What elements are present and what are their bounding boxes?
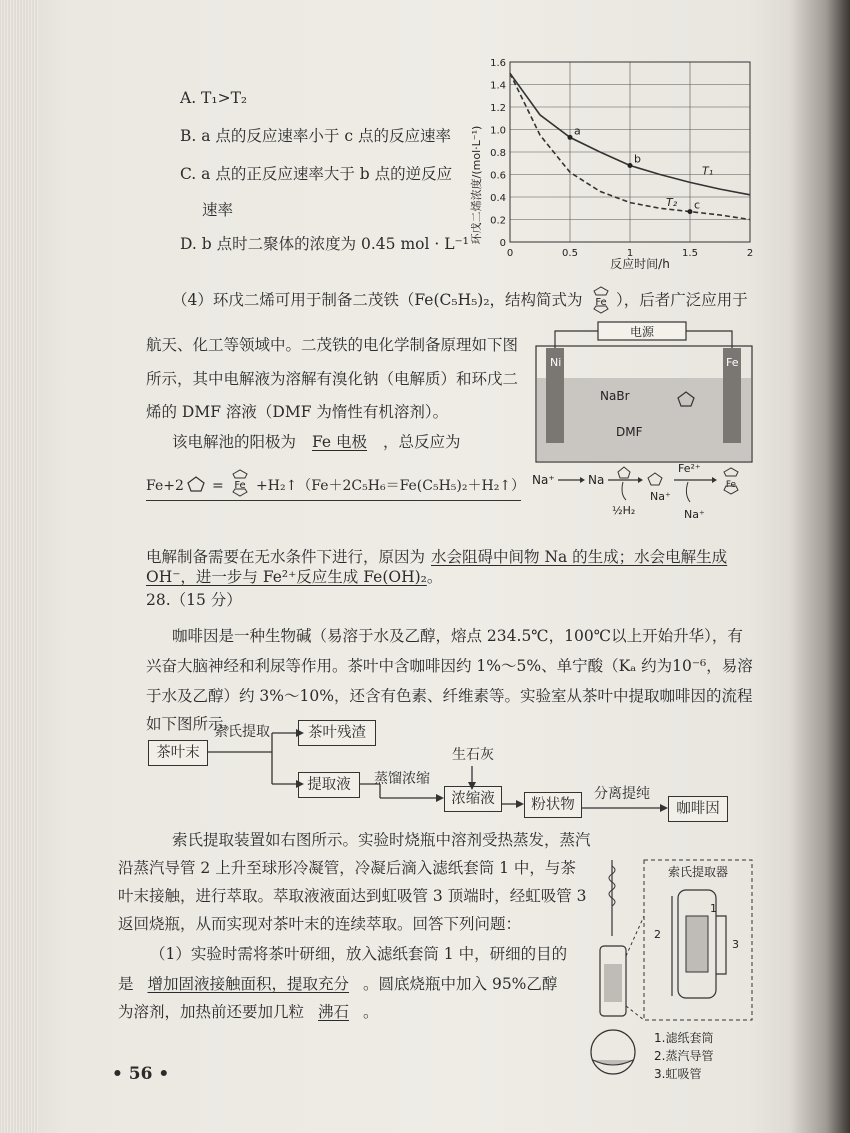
y-tick-label: 1.4 — [490, 80, 506, 92]
flow-extract: 提取液 — [298, 772, 360, 798]
fe-electrode-label: Fe — [726, 356, 739, 369]
data-point — [628, 163, 633, 168]
eq-left: Fe+2 — [146, 478, 184, 494]
power-label: 电源 — [629, 325, 655, 339]
svg-text:Fe: Fe — [725, 480, 737, 490]
q1-answer: 增加固液接触面积，提取充分 — [147, 975, 350, 993]
q28-title: 28.（15 分） — [146, 591, 242, 609]
mech-h2: ½H₂ — [612, 504, 636, 517]
eq-answer-line — [146, 500, 521, 501]
mech-na-plus-3: Na⁺ — [684, 508, 705, 521]
point-label: c — [694, 198, 701, 212]
option-b: B. a 点的反应速率小于 c 点的反应速率 — [180, 127, 451, 145]
reason-answer-1: 水会阻碍中间物 Na 的生成；水会电解生成 — [431, 548, 728, 566]
apparatus-legend-1: 1.滤纸套筒 — [654, 1031, 714, 1045]
flow-separate-label: 分离提纯 — [594, 786, 650, 802]
y-tick-label: 1.6 — [490, 58, 506, 69]
chart-grid — [510, 62, 750, 242]
soxhlet-p1: 索氏提取装置如右图所示。实验时烧瓶中溶剂受热蒸发，蒸汽 — [172, 831, 591, 849]
eq-right: +H₂↑（Fe＋2C₅H₆＝Fe(C₅H₅)₂＋H₂↑） — [256, 478, 526, 494]
ferrocene-icon — [586, 283, 616, 317]
x-tick-label: 2 — [746, 248, 754, 259]
part4-line4: 烯的 DMF 溶液（DMF 为惰性有机溶剂）。 — [146, 403, 449, 421]
concentration-chart — [470, 50, 770, 275]
mech-na-plus-2: Na⁺ — [650, 490, 671, 503]
chart-y-label: 环戊二烯浓度/(mol·L⁻¹) — [470, 125, 483, 245]
flow-residue: 茶叶残渣 — [298, 720, 376, 746]
part4-line3: 所示，其中电解液为溶解有溴化钠（电解质）和环戊二 — [146, 370, 519, 388]
flow-caffeine: 咖啡因 — [668, 796, 728, 822]
reason-answer-2: OH⁻，进一步与 Fe²⁺反应生成 Fe(OH)₂ — [146, 568, 427, 586]
soxhlet-p3: 叶末接触，进行萃取。萃取液液面达到虹吸管 3 顶端时，经虹吸管 3 — [118, 887, 587, 905]
q1-suffix: 。圆底烧瓶中加入 95%乙醇 — [363, 975, 558, 993]
x-tick-label: 0.5 — [562, 248, 578, 259]
q1-prefix: 是 — [118, 975, 134, 993]
q28-p1: 咖啡因是一种生物碱（易溶于水及乙醇，熔点 234.5℃，100℃以上开始升华），有 — [172, 627, 743, 645]
q1-line1: （1）实验时需将茶叶研细，放入滤纸套筒 1 中，研细的目的 — [150, 945, 568, 963]
flow-quicklime-label: 生石灰 — [452, 747, 494, 763]
option-c: C. a 点的正反应速率大于 b 点的逆反应 — [180, 165, 453, 183]
apparatus-n1: 1 — [710, 902, 717, 915]
part4-line1a: （4）环戊二烯可用于制备二茂铁（Fe(C₅H₅)₂，结构简式为 — [172, 291, 583, 309]
q1c-suffix: 。 — [363, 1003, 379, 1021]
point-label: a — [574, 124, 581, 138]
apparatus-title: 索氏提取器 — [667, 865, 729, 879]
book-gutter-shadow — [790, 0, 850, 1133]
reason-prefix: 电解制备需要在无水条件下进行，原因为 — [146, 548, 426, 566]
ferrocene-icon-2 — [226, 466, 254, 500]
q28-p2: 兴奋大脑神经和利尿等作用。茶叶中含咖啡因约 1%～5%、单宁酸（Kₐ 约为10⁻⁶，易溶 — [146, 657, 753, 675]
y-tick-label: 0.4 — [490, 193, 506, 204]
q1c-answer: 沸石 — [318, 1003, 350, 1021]
chart-points — [568, 124, 701, 214]
page-stack-edge — [0, 0, 38, 1133]
svg-text:Fe: Fe — [595, 297, 607, 308]
part4-line2: 航天、化工等领域中。二茂铁的电化学制备原理如下图 — [146, 336, 519, 354]
mechanism-diagram — [528, 458, 763, 526]
x-tick-label: 1.5 — [682, 248, 698, 259]
svg-text:Fe: Fe — [234, 480, 246, 491]
electrolysis-cell-diagram — [528, 318, 760, 466]
data-point — [568, 135, 573, 140]
nabr-label: NaBr — [600, 389, 630, 403]
y-tick-label: 0.8 — [490, 148, 506, 159]
option-c-cont: 速率 — [202, 201, 234, 219]
reason-line1 — [146, 547, 727, 567]
part4-line1b: ），后者广泛应用于 — [616, 291, 748, 309]
option-d: D. b 点时二聚体的浓度为 0.45 mol · L⁻¹ — [180, 235, 469, 253]
anode-prefix: 该电解池的阳极为 — [172, 433, 297, 451]
soxhlet-p2: 沿蒸汽导管 2 上升至球形冷凝管，冷凝后滴入滤纸套筒 1 中，与茶 — [118, 859, 576, 877]
anode-suffix: ，总反应为 — [383, 433, 461, 451]
chart-x-label: 反应时间/h — [610, 257, 670, 271]
y-tick-label: 0.6 — [490, 170, 506, 182]
option-a: A. T₁>T₂ — [180, 89, 248, 107]
eq-mid: = — [212, 478, 224, 494]
anode-question — [172, 432, 461, 452]
y-tick-label: 1.2 — [490, 103, 506, 114]
q1-line3 — [118, 1002, 379, 1022]
cp-ring-icon — [184, 474, 208, 494]
y-tick-label: 0 — [499, 238, 506, 249]
apparatus-legend-3: 3.虹吸管 — [654, 1067, 702, 1081]
reason-end: 。 — [426, 568, 443, 586]
anode-answer: Fe 电极 — [312, 433, 368, 451]
soxhlet-apparatus-diagram — [588, 856, 758, 1096]
chart-ticks — [490, 58, 753, 259]
mech-na: Na — [588, 473, 605, 487]
flow-powder: 粉状物 — [524, 792, 582, 818]
flow-soxhlet-label: 索氏提取 — [214, 724, 270, 740]
page-number: • 56 • — [112, 1064, 170, 1084]
flow-tea-powder: 茶叶末 — [148, 740, 208, 766]
mech-na-plus: Na⁺ — [532, 473, 555, 487]
series-label: T₂ — [666, 196, 678, 209]
data-point — [688, 209, 693, 214]
reason-line2 — [146, 567, 442, 587]
flow-distill-label: 蒸馏浓缩 — [374, 771, 430, 787]
q1c-prefix: 为溶剂，加热前还要加几粒 — [118, 1003, 305, 1021]
flow-arrows — [200, 716, 740, 828]
flow-concentrate: 浓缩液 — [444, 786, 502, 812]
apparatus-n3: 3 — [732, 938, 739, 951]
y-tick-label: 1.0 — [490, 125, 506, 137]
y-tick-label: 0.2 — [490, 215, 506, 227]
q1-line2 — [118, 974, 557, 994]
q28-p4: 如下图所示。 — [146, 715, 240, 733]
apparatus-n2: 2 — [654, 928, 661, 941]
q28-p3: 于水及乙醇）约 3%～10%，还含有色素、纤维素等。实验室从茶叶中提取咖啡因的流程 — [146, 687, 753, 705]
soxhlet-p4: 返回烧瓶，从而实现对茶叶末的连续萃取。回答下列问题： — [118, 915, 522, 933]
x-tick-label: 1 — [626, 248, 634, 259]
x-tick-label: 0 — [506, 248, 514, 259]
dmf-label: DMF — [616, 425, 643, 439]
apparatus-legend-2: 2.蒸汽导管 — [654, 1049, 714, 1063]
point-label: b — [634, 152, 641, 166]
ni-electrode-label: Ni — [550, 356, 562, 369]
mech-fe2: Fe²⁺ — [678, 462, 701, 475]
series-label: T₁ — [702, 164, 714, 178]
